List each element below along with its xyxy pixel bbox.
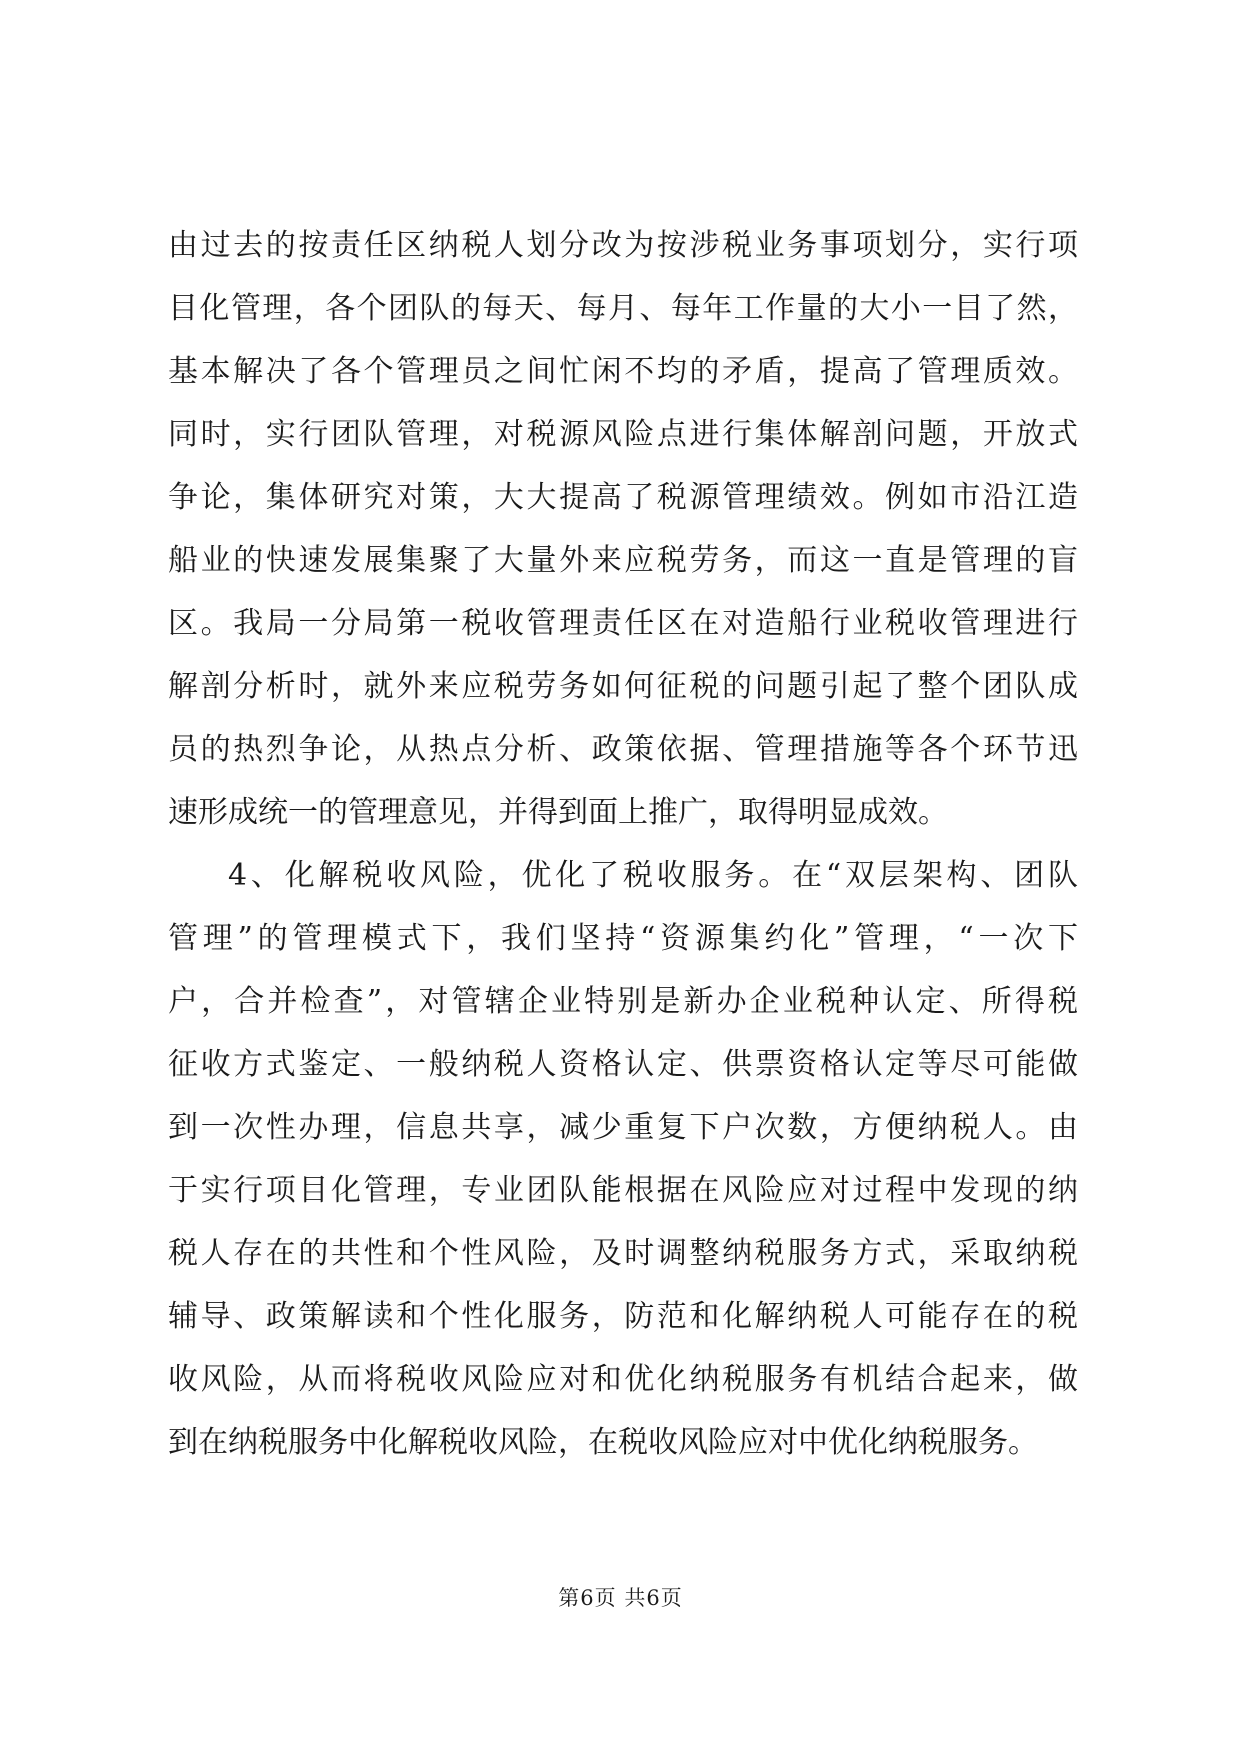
text-line: 同时，实行团队管理，对税源风险点进行集体解剖问题，开放式 bbox=[168, 417, 1078, 452]
text-line: 税人存在的共性和个性风险，及时调整纳税服务方式，采取纳税 bbox=[168, 1236, 1078, 1271]
text-line: 到一次性办理，信息共享，减少重复下户次数，方便纳税人。由 bbox=[168, 1110, 1078, 1145]
paragraph-1 bbox=[168, 214, 1078, 844]
text-line: 目化管理，各个团队的每天、每月、每年工作量的大小一目了然， bbox=[168, 291, 1078, 326]
text-line: 辅导、政策解读和个性化服务，防范和化解纳税人可能存在的税 bbox=[168, 1299, 1078, 1334]
text-line: 速形成统一的管理意见，并得到面上推广，取得明显成效。 bbox=[168, 795, 948, 830]
text-line: 4、化解税收风险，优化了税收服务。在“双层架构、团队 bbox=[228, 858, 1078, 893]
text-line: 争论，集体研究对策，大大提高了税源管理绩效。例如市沿江造 bbox=[168, 480, 1078, 515]
text-line: 员的热烈争论，从热点分析、政策依据、管理措施等各个环节迅 bbox=[168, 732, 1078, 767]
text-line: 收风险，从而将税收风险应对和优化纳税服务有机结合起来，做 bbox=[168, 1362, 1078, 1397]
text-line: 解剖分析时，就外来应税劳务如何征税的问题引起了整个团队成 bbox=[168, 669, 1078, 704]
body-text bbox=[168, 214, 1078, 1474]
text-line: 管理”的管理模式下，我们坚持“资源集约化”管理，“一次下 bbox=[168, 921, 1078, 956]
text-line: 基本解决了各个管理员之间忙闲不均的矛盾，提高了管理质效。 bbox=[168, 354, 1078, 389]
text-line: 户，合并检查”，对管辖企业特别是新办企业税种认定、所得税 bbox=[168, 984, 1078, 1019]
text-line: 到在纳税服务中化解税收风险，在税收风险应对中优化纳税服务。 bbox=[168, 1425, 1038, 1460]
text-line: 由过去的按责任区纳税人划分改为按涉税业务事项划分，实行项 bbox=[168, 228, 1078, 263]
text-line: 船业的快速发展集聚了大量外来应税劳务，而这一直是管理的盲 bbox=[168, 543, 1078, 578]
page-footer: 第6页 共6页 bbox=[558, 1586, 683, 1610]
paragraph-2 bbox=[168, 844, 1078, 1474]
text-line: 于实行项目化管理，专业团队能根据在风险应对过程中发现的纳 bbox=[168, 1173, 1078, 1208]
text-line: 区。我局一分局第一税收管理责任区在对造船行业税收管理进行 bbox=[168, 606, 1078, 641]
text-line: 征收方式鉴定、一般纳税人资格认定、供票资格认定等尽可能做 bbox=[168, 1047, 1078, 1082]
